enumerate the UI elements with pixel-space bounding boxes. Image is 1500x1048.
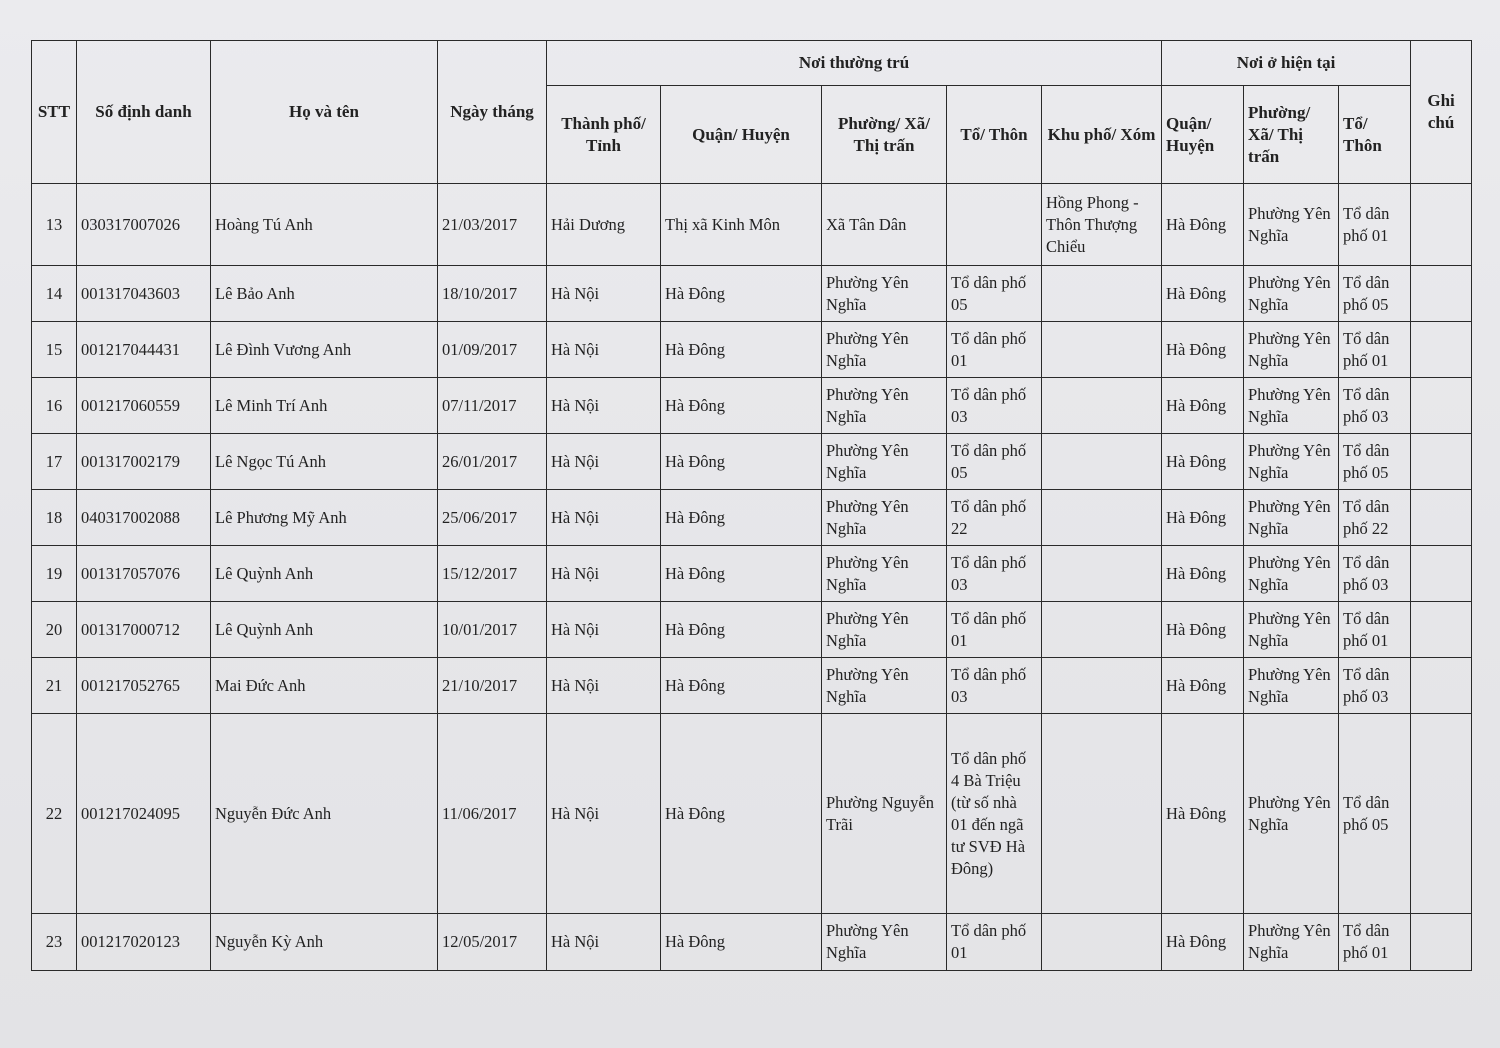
cell-group: Tổ dân phố 05 (947, 266, 1042, 322)
cell-district: Hà Đông (661, 322, 822, 378)
cell-city: Hà Nội (547, 658, 661, 714)
cell-city: Hà Nội (547, 914, 661, 971)
cell-id: 001317000712 (77, 602, 211, 658)
cell-ward: Phường Nguyễn Trãi (822, 714, 947, 914)
cell-city: Hà Nội (547, 378, 661, 434)
header-row-top (32, 41, 1472, 86)
header-district: Quận/ Huyện (661, 86, 822, 184)
cell-current-district: Hà Đông (1162, 602, 1244, 658)
cell-current-ward: Phường Yên Nghĩa (1244, 322, 1339, 378)
cell-note (1411, 184, 1472, 266)
cell-note (1411, 434, 1472, 490)
cell-city: Hà Nội (547, 490, 661, 546)
cell-dob: 25/06/2017 (438, 490, 547, 546)
cell-hamlet (1042, 378, 1162, 434)
cell-name: Lê Phương Mỹ Anh (211, 490, 438, 546)
cell-dob: 26/01/2017 (438, 434, 547, 490)
header-current-ward: Phường/ Xã/ Thị trấn (1244, 86, 1339, 184)
cell-group: Tổ dân phố 03 (947, 378, 1042, 434)
cell-note (1411, 322, 1472, 378)
cell-current-group: Tổ dân phố 01 (1339, 322, 1411, 378)
cell-id: 001317002179 (77, 434, 211, 490)
cell-current-ward: Phường Yên Nghĩa (1244, 546, 1339, 602)
cell-name: Lê Bảo Anh (211, 266, 438, 322)
table-row (32, 184, 1472, 266)
cell-group: Tổ dân phố 22 (947, 490, 1042, 546)
cell-group: Tổ dân phố 05 (947, 434, 1042, 490)
cell-district: Hà Đông (661, 602, 822, 658)
cell-district: Hà Đông (661, 490, 822, 546)
cell-current-group: Tổ dân phố 03 (1339, 378, 1411, 434)
cell-ward: Phường Yên Nghĩa (822, 490, 947, 546)
cell-hamlet (1042, 658, 1162, 714)
cell-dob: 11/06/2017 (438, 714, 547, 914)
cell-city: Hà Nội (547, 602, 661, 658)
cell-ward: Phường Yên Nghĩa (822, 266, 947, 322)
cell-stt: 21 (32, 658, 77, 714)
header-city: Thành phố/ Tỉnh (547, 86, 661, 184)
cell-note (1411, 378, 1472, 434)
cell-ward: Phường Yên Nghĩa (822, 546, 947, 602)
header-hamlet: Khu phố/ Xóm (1042, 86, 1162, 184)
cell-current-district: Hà Đông (1162, 322, 1244, 378)
cell-current-group: Tổ dân phố 01 (1339, 602, 1411, 658)
cell-hamlet (1042, 490, 1162, 546)
cell-current-district: Hà Đông (1162, 546, 1244, 602)
cell-name: Lê Minh Trí Anh (211, 378, 438, 434)
cell-district: Hà Đông (661, 434, 822, 490)
cell-city: Hà Nội (547, 714, 661, 914)
header-name: Họ và tên (211, 41, 438, 184)
header-note: Ghi chú (1411, 41, 1472, 184)
cell-group: Tổ dân phố 03 (947, 546, 1042, 602)
header-id: Số định danh (77, 41, 211, 184)
table-row (32, 658, 1472, 714)
cell-current-group: Tổ dân phố 01 (1339, 184, 1411, 266)
cell-group (947, 184, 1042, 266)
cell-district: Hà Đông (661, 658, 822, 714)
cell-id: 030317007026 (77, 184, 211, 266)
cell-district: Hà Đông (661, 266, 822, 322)
cell-id: 001317043603 (77, 266, 211, 322)
cell-dob: 01/09/2017 (438, 322, 547, 378)
header-ward: Phường/ Xã/ Thị trấn (822, 86, 947, 184)
cell-hamlet: Hồng Phong - Thôn Thượng Chiểu (1042, 184, 1162, 266)
cell-group: Tổ dân phố 03 (947, 658, 1042, 714)
cell-current-ward: Phường Yên Nghĩa (1244, 602, 1339, 658)
cell-current-group: Tổ dân phố 05 (1339, 434, 1411, 490)
cell-city: Hà Nội (547, 322, 661, 378)
cell-ward: Phường Yên Nghĩa (822, 434, 947, 490)
cell-hamlet (1042, 914, 1162, 971)
table-row (32, 378, 1472, 434)
cell-name: Mai Đức Anh (211, 658, 438, 714)
cell-current-district: Hà Đông (1162, 914, 1244, 971)
cell-note (1411, 490, 1472, 546)
cell-group: Tổ dân phố 01 (947, 602, 1042, 658)
cell-hamlet (1042, 714, 1162, 914)
cell-name: Hoàng Tú Anh (211, 184, 438, 266)
cell-id: 001317057076 (77, 546, 211, 602)
cell-district: Hà Đông (661, 914, 822, 971)
cell-ward: Phường Yên Nghĩa (822, 658, 947, 714)
cell-current-ward: Phường Yên Nghĩa (1244, 434, 1339, 490)
cell-current-group: Tổ dân phố 05 (1339, 714, 1411, 914)
header-dob: Ngày tháng (438, 41, 547, 184)
cell-group: Tổ dân phố 4 Bà Triệu (từ số nhà 01 đến ngã tư SVĐ Hà Đông) (947, 714, 1042, 914)
cell-current-group: Tổ dân phố 01 (1339, 914, 1411, 971)
cell-ward: Phường Yên Nghĩa (822, 602, 947, 658)
cell-current-ward: Phường Yên Nghĩa (1244, 266, 1339, 322)
cell-dob: 18/10/2017 (438, 266, 547, 322)
cell-stt: 14 (32, 266, 77, 322)
cell-name: Lê Quỳnh Anh (211, 546, 438, 602)
cell-dob: 10/01/2017 (438, 602, 547, 658)
cell-note (1411, 602, 1472, 658)
header-stt: STT (32, 41, 77, 184)
cell-dob: 21/03/2017 (438, 184, 547, 266)
cell-name: Lê Ngọc Tú Anh (211, 434, 438, 490)
cell-stt: 17 (32, 434, 77, 490)
cell-current-group: Tổ dân phố 05 (1339, 266, 1411, 322)
cell-note (1411, 914, 1472, 971)
header-group: Tổ/ Thôn (947, 86, 1042, 184)
cell-id: 001217044431 (77, 322, 211, 378)
cell-city: Hải Dương (547, 184, 661, 266)
table-row (32, 434, 1472, 490)
cell-id: 001217020123 (77, 914, 211, 971)
cell-dob: 15/12/2017 (438, 546, 547, 602)
cell-current-district: Hà Đông (1162, 434, 1244, 490)
table-row (32, 714, 1472, 914)
header-current-group: Tổ/ Thôn (1339, 86, 1411, 184)
cell-name: Nguyễn Kỳ Anh (211, 914, 438, 971)
cell-current-ward: Phường Yên Nghĩa (1244, 378, 1339, 434)
cell-stt: 13 (32, 184, 77, 266)
cell-current-ward: Phường Yên Nghĩa (1244, 914, 1339, 971)
header-current-district: Quận/ Huyện (1162, 86, 1244, 184)
cell-hamlet (1042, 602, 1162, 658)
cell-ward: Phường Yên Nghĩa (822, 322, 947, 378)
cell-stt: 19 (32, 546, 77, 602)
cell-district: Thị xã Kinh Môn (661, 184, 822, 266)
cell-stt: 16 (32, 378, 77, 434)
cell-hamlet (1042, 546, 1162, 602)
cell-current-district: Hà Đông (1162, 714, 1244, 914)
cell-note (1411, 714, 1472, 914)
cell-city: Hà Nội (547, 434, 661, 490)
cell-name: Lê Quỳnh Anh (211, 602, 438, 658)
cell-current-district: Hà Đông (1162, 266, 1244, 322)
table-row (32, 546, 1472, 602)
cell-city: Hà Nội (547, 546, 661, 602)
cell-note (1411, 658, 1472, 714)
cell-current-district: Hà Đông (1162, 378, 1244, 434)
cell-current-ward: Phường Yên Nghĩa (1244, 714, 1339, 914)
cell-stt: 22 (32, 714, 77, 914)
cell-stt: 20 (32, 602, 77, 658)
cell-stt: 15 (32, 322, 77, 378)
cell-ward: Phường Yên Nghĩa (822, 378, 947, 434)
cell-note (1411, 546, 1472, 602)
cell-ward: Xã Tân Dân (822, 184, 947, 266)
cell-id: 001217024095 (77, 714, 211, 914)
cell-current-district: Hà Đông (1162, 184, 1244, 266)
cell-current-group: Tổ dân phố 03 (1339, 546, 1411, 602)
cell-city: Hà Nội (547, 266, 661, 322)
cell-current-ward: Phường Yên Nghĩa (1244, 184, 1339, 266)
cell-dob: 07/11/2017 (438, 378, 547, 434)
cell-hamlet (1042, 434, 1162, 490)
cell-district: Hà Đông (661, 378, 822, 434)
cell-current-ward: Phường Yên Nghĩa (1244, 490, 1339, 546)
table-row (32, 322, 1472, 378)
cell-hamlet (1042, 322, 1162, 378)
cell-current-ward: Phường Yên Nghĩa (1244, 658, 1339, 714)
cell-dob: 12/05/2017 (438, 914, 547, 971)
cell-current-group: Tổ dân phố 22 (1339, 490, 1411, 546)
cell-note (1411, 266, 1472, 322)
table-row (32, 266, 1472, 322)
table-row (32, 914, 1472, 971)
table-row (32, 490, 1472, 546)
cell-id: 001217052765 (77, 658, 211, 714)
cell-group: Tổ dân phố 01 (947, 914, 1042, 971)
cell-current-district: Hà Đông (1162, 658, 1244, 714)
student-roster-table (31, 40, 1472, 971)
cell-current-district: Hà Đông (1162, 490, 1244, 546)
cell-group: Tổ dân phố 01 (947, 322, 1042, 378)
header-current-residence: Nơi ở hiện tại (1162, 41, 1411, 86)
cell-id: 040317002088 (77, 490, 211, 546)
cell-id: 001217060559 (77, 378, 211, 434)
cell-stt: 18 (32, 490, 77, 546)
cell-name: Nguyễn Đức Anh (211, 714, 438, 914)
cell-district: Hà Đông (661, 714, 822, 914)
cell-stt: 23 (32, 914, 77, 971)
header-permanent-residence: Nơi thường trú (547, 41, 1162, 86)
cell-district: Hà Đông (661, 546, 822, 602)
cell-dob: 21/10/2017 (438, 658, 547, 714)
cell-current-group: Tổ dân phố 03 (1339, 658, 1411, 714)
cell-ward: Phường Yên Nghĩa (822, 914, 947, 971)
cell-hamlet (1042, 266, 1162, 322)
cell-name: Lê Đình Vương Anh (211, 322, 438, 378)
table-row (32, 602, 1472, 658)
